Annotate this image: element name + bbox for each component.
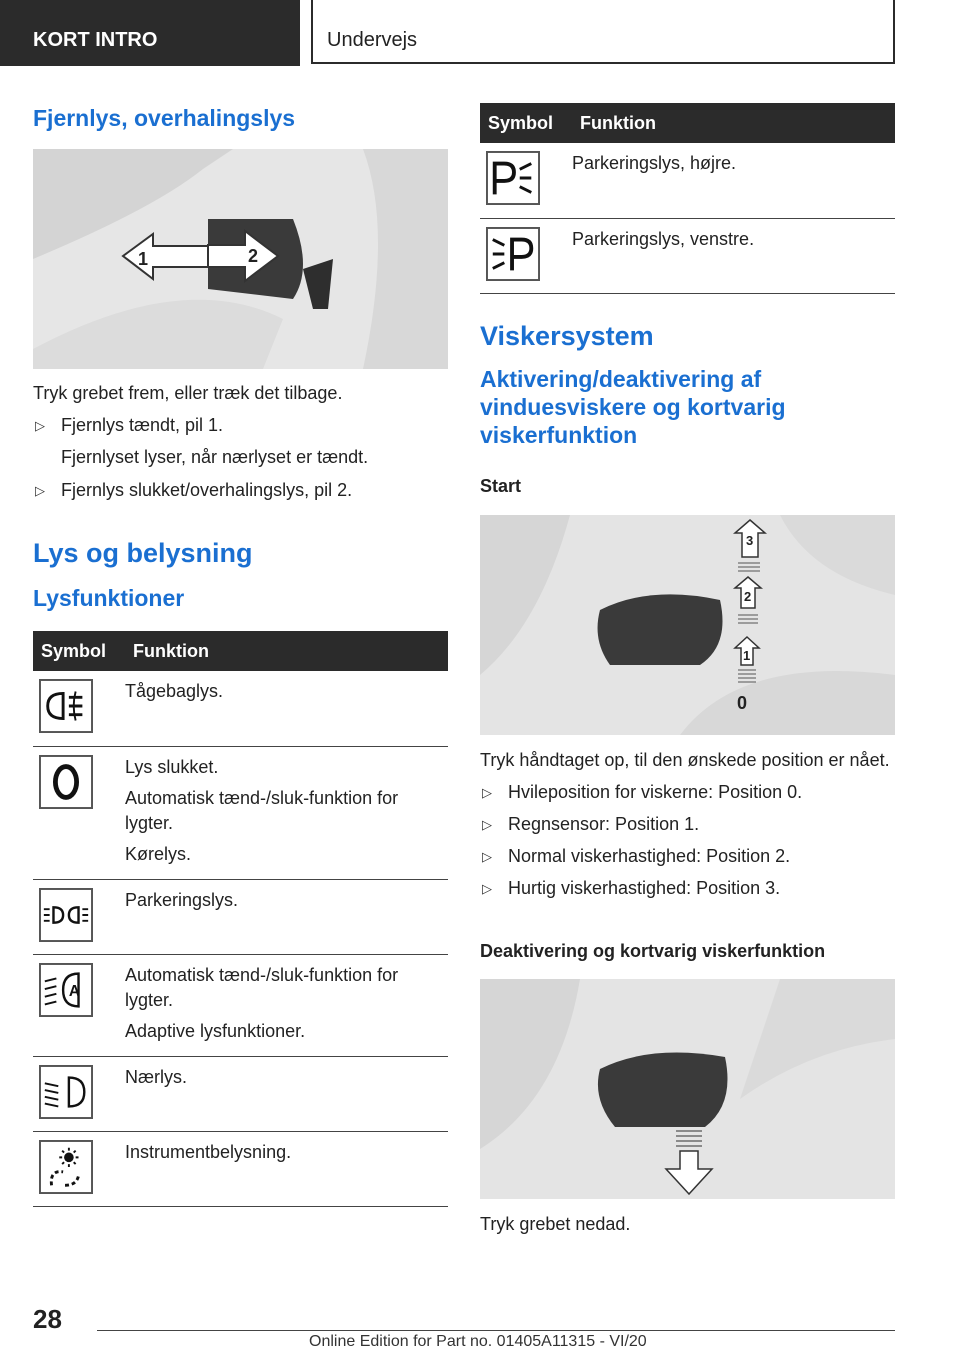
instrument-lighting-icon [39,1140,93,1194]
wiper-push-down-illustration [480,979,895,1199]
page-number: 28 [33,1304,62,1334]
triangle-bullet-icon: ▷ [482,816,492,832]
wiper-lever-illustration [480,515,895,735]
table-row [33,1131,448,1206]
table-row [33,1056,448,1131]
row-text: Parkeringslys, højre. [572,153,737,173]
row-text: Nærlys. [125,1066,187,1087]
triangle-bullet-icon: ▷ [482,880,492,896]
triangle-bullet-icon: ▷ [35,483,45,498]
arrow-label-1: 1 [138,249,149,269]
highbeam-heading: Fjernlys, overhalingslys [33,105,296,131]
table-header-function: Funktion [572,103,895,143]
list-item [480,876,895,901]
list-item-sub: Fjernlyset lyser, når nærlyset er tændt. [61,447,369,467]
table-header-symbol: Symbol [480,103,572,143]
list-item-text: Normal viskerhastighed: Position 2. [508,845,791,866]
position-label-2: 2 [744,588,752,604]
row-text: Parkeringslys, venstre. [572,228,755,249]
parking-light-left-icon [486,227,540,281]
triangle-bullet-icon: ▷ [35,418,45,433]
low-beam-icon [39,1065,93,1119]
left-column [33,100,448,1207]
table-header-symbol: Symbol [33,631,125,671]
table-row [33,954,448,1056]
list-item-text: Fjernlys slukket/overhalingslys, pil 2. [61,480,353,500]
triangle-bullet-icon: ▷ [482,784,492,800]
row-text: Lys slukket. [125,756,219,777]
parking-light-right-icon [486,151,540,205]
light-functions-heading: Lysfunktioner [33,585,185,611]
list-item [33,413,448,438]
start-heading: Start [480,475,522,496]
table-row [33,671,448,746]
table-row [33,879,448,954]
list-item-text: Regnsensor: Position 1. [508,813,700,834]
list-item-text: Fjernlys tændt, pil 1. [61,415,224,435]
footer-divider [97,1330,895,1331]
table-header-function: Funktion [125,631,448,671]
right-column [480,103,895,1237]
row-text: Automatisk tænd-/sluk-funktion for lygter. [125,787,399,833]
triangle-bullet-icon: ▷ [482,848,492,864]
wiper-push-down-figure [480,979,895,1199]
wiper-activation-heading: Aktivering/deaktivering af vinduesviskere og kortvarig viskerfunktion [480,365,786,448]
wiper-heading: Viskersystem [480,320,654,351]
chapter-label: Undervejs [327,29,418,51]
arrow-label-2: 2 [248,246,259,266]
light-symbol-table [33,631,448,1207]
highbeam-lever-illustration [33,149,448,369]
row-text: Adaptive lysfunktioner. [125,1020,306,1041]
row-text: Tågebaglys. [125,681,224,701]
highbeam-instruction: Tryk grebet frem, eller træk det tilbage. [33,383,343,403]
wiper-instruction: Tryk håndtaget op, til den ønskede position er nået. [480,749,890,770]
lights-off-icon [39,755,93,809]
parking-lights-icon [39,888,93,942]
edition-footer: Online Edition for Part no. 01405A11315 - VI/20 [309,1333,647,1350]
position-label-1: 1 [743,647,751,663]
list-item-text: Hurtig viskerhastighed: Position 3. [508,877,781,898]
table-row [33,746,448,879]
parking-symbol-table [480,103,895,294]
auto-headlight-icon [39,963,93,1017]
fog-light-icon [39,679,93,733]
list-item [480,780,895,805]
wiper-positions-figure [480,515,895,735]
svg-text:A: A [68,982,81,1000]
position-label-3: 3 [746,532,754,548]
section-tab [0,0,300,66]
lighting-heading: Lys og belysning [33,538,253,568]
list-item-text: Hvileposition for viskerne: Position 0. [508,781,803,802]
list-item-subtext [33,445,448,470]
table-row [480,143,895,218]
row-text: Parkeringslys. [125,889,239,910]
list-item [33,478,448,503]
highbeam-lever-figure [33,149,448,369]
deactivation-heading: Deaktivering og kortvarig viskerfunktion [480,940,826,961]
row-text: Kørelys. [125,843,192,864]
section-label: KORT INTRO [33,29,158,51]
push-down-instruction: Tryk grebet nedad. [480,1213,631,1234]
list-item [480,812,895,837]
position-label-0: 0 [737,692,748,713]
chapter-tab [311,0,895,64]
list-item [480,844,895,869]
row-text: Instrumentbelysning. [125,1141,292,1162]
row-text: Automatisk tænd-/sluk-funktion for lygter. [125,964,399,1010]
table-row [480,218,895,293]
